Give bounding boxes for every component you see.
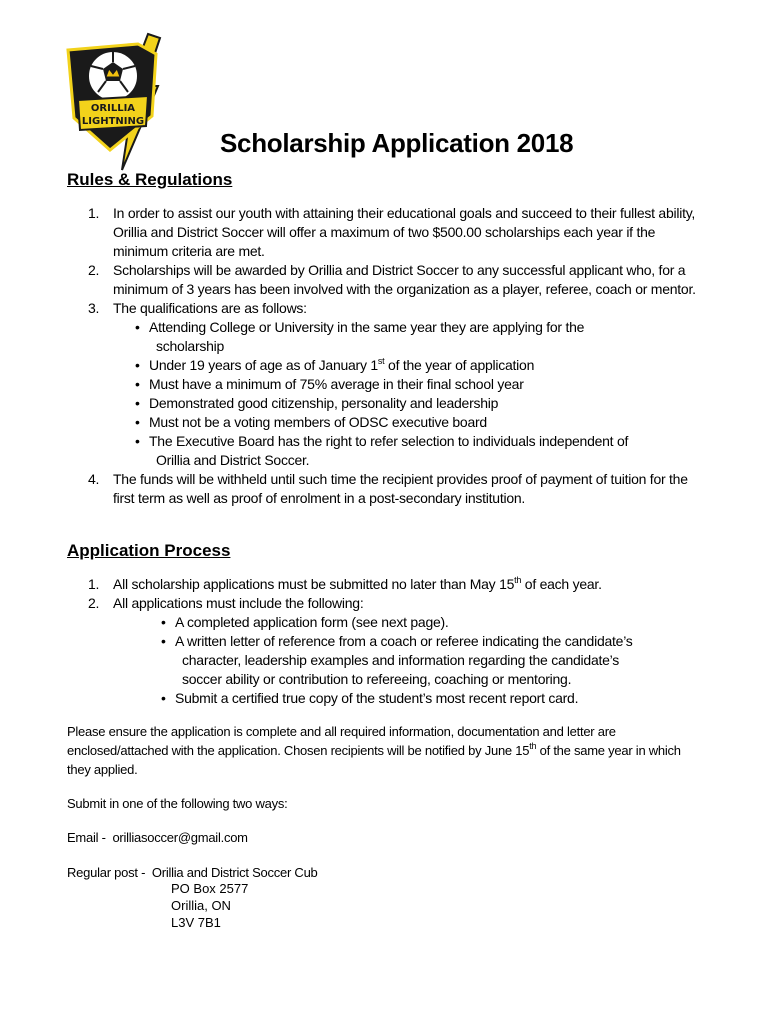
mailing-address <box>171 880 248 931</box>
qualification-item <box>132 394 700 413</box>
rules-item-1-number: 1. <box>88 205 100 221</box>
requirement-item <box>158 613 700 632</box>
requirements-list <box>158 613 700 708</box>
rules-item-4-number: 4. <box>88 471 100 487</box>
application-item-1 <box>88 575 700 594</box>
email-address[interactable]: orilliasoccer@gmail.com <box>112 830 248 845</box>
qualification-text-cont: scholarship <box>156 338 225 354</box>
rules-item-2-text: Scholarships will be awarded by Orillia and District Soccer to any successful applicant who, for a minimum of 3 years has been involved with the organization as a player, referee, coach or mentor. <box>113 262 696 297</box>
requirement-text: A written letter of reference from a coach or referee indicating the candidate’s <box>175 633 633 649</box>
ordinal-suffix: th <box>529 741 537 751</box>
requirement-text: Submit a certified true copy of the student’s most recent report card. <box>175 690 579 706</box>
qualification-item <box>132 432 700 470</box>
email-label: Email - <box>67 830 106 845</box>
qualification-text: Attending College or University in the same year they are applying for the <box>149 319 585 335</box>
rules-item-4-text: The funds will be withheld until such time the recipient provides proof of payment of tuition for the first term as well as proof of enrolment in a post-secondary institution. <box>113 471 688 506</box>
bullet-icon: • <box>135 414 140 430</box>
application-item-1-number: 1. <box>88 576 100 592</box>
application-item-2-number: 2. <box>88 595 100 611</box>
ensure-text: Please ensure the application is complete and all required information, documentation and letter are enclosed/attached with the application. Chosen recipients will be notified by June 15 <box>67 724 616 758</box>
application-heading: Application Process <box>67 541 231 560</box>
requirement-text-cont: character, leadership examples and information regarding the candidate’s <box>182 652 620 668</box>
logo-text-orillia: ORILLIA <box>90 103 136 114</box>
rules-item-2-number: 2. <box>88 262 100 278</box>
rules-heading: Rules & Regulations <box>67 170 233 189</box>
rules-list <box>88 204 700 508</box>
application-list <box>88 575 700 708</box>
qualification-text: Under 19 years of age as of January 1 <box>149 357 378 373</box>
rules-item-3 <box>88 299 700 470</box>
qualification-text: Must not be a voting members of ODSC executive board <box>149 414 487 430</box>
bullet-icon: • <box>135 433 140 449</box>
ordinal-suffix: th <box>514 575 522 585</box>
application-item-1-text: All scholarship applications must be submitted no later than May 15 <box>113 576 515 592</box>
rules-item-3-number: 3. <box>88 300 100 316</box>
qualification-text-tail: of the year of application <box>384 357 535 373</box>
address-city: Orillia, ON <box>171 898 231 913</box>
qualification-item <box>132 318 700 356</box>
address-po-box: PO Box 2577 <box>171 881 249 896</box>
logo-text-lightning: LIGHTNING <box>81 116 145 127</box>
bullet-icon: • <box>161 690 166 706</box>
rules-item-1 <box>88 204 700 261</box>
qualification-text: The Executive Board has the right to refer selection to individuals independent of <box>149 433 629 449</box>
requirement-item <box>158 632 700 689</box>
application-item-1-tail: of each year. <box>521 576 602 592</box>
bullet-icon: • <box>135 357 140 373</box>
qualification-item <box>132 413 700 432</box>
qualification-item <box>132 356 700 375</box>
ordinal-suffix: st <box>377 356 385 366</box>
bullet-icon: • <box>135 395 140 411</box>
post-label: Regular post - <box>67 865 146 880</box>
qualification-item <box>132 375 700 394</box>
address-postal-code: L3V 7B1 <box>171 915 221 930</box>
requirement-text: A completed application form (see next page). <box>175 614 449 630</box>
rules-item-3-text: The qualifications are as follows: <box>113 300 307 316</box>
submit-instructions: Submit in one of the following two ways: <box>67 796 288 811</box>
qualification-text-cont: Orillia and District Soccer. <box>156 452 310 468</box>
orillia-lightning-logo <box>60 32 170 172</box>
rules-item-2 <box>88 261 700 299</box>
rules-item-4 <box>88 470 700 508</box>
rules-item-1-text: In order to assist our youth with attaining their educational goals and succeed to their fullest ability, Orillia and District Soccer will offer a maximum of two $500.00 scholarships each year if the minimum criteria are met. <box>113 205 696 259</box>
requirement-text-cont: soccer ability or contribution to refereeing, coaching or mentoring. <box>182 671 572 687</box>
bullet-icon: • <box>161 633 166 649</box>
post-recipient: Orillia and District Soccer Cub <box>151 865 318 880</box>
email-line <box>67 828 707 847</box>
requirement-item <box>158 689 700 708</box>
bullet-icon: • <box>135 376 140 392</box>
bullet-icon: • <box>135 319 140 335</box>
qualification-text: Must have a minimum of 75% average in their final school year <box>149 376 524 392</box>
application-item-2-text: All applications must include the following: <box>113 595 364 611</box>
bullet-icon: • <box>161 614 166 630</box>
ensure-text-tail: of the same year in which they applied. <box>67 743 681 777</box>
qualifications-list <box>132 318 700 470</box>
post-line <box>67 863 707 882</box>
ensure-paragraph <box>67 722 707 779</box>
qualification-text: Demonstrated good citizenship, personality and leadership <box>149 395 499 411</box>
page-title: Scholarship Application 2018 <box>220 128 574 158</box>
application-item-2 <box>88 594 700 708</box>
